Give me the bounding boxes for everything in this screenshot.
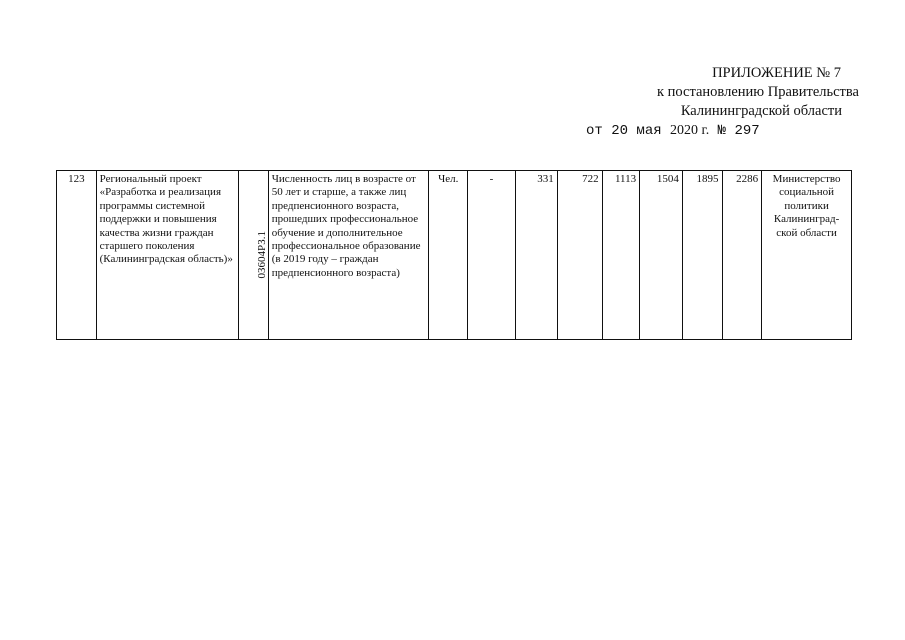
project-code-cell <box>238 171 268 340</box>
row-number-cell: 123 <box>57 171 97 340</box>
appendix-subtitle-1: к постановлению Правительства <box>657 84 859 100</box>
project-code: 0З604РЗ.1 <box>255 231 268 279</box>
number-label: № <box>717 123 727 139</box>
indicators-table <box>56 170 852 340</box>
resolution-number: 297 <box>734 123 760 139</box>
date-day-month: 20 мая <box>611 123 662 139</box>
date-year: 2020 г. <box>670 123 710 138</box>
value-cell-1: 331 <box>516 171 558 340</box>
table-row <box>57 171 852 340</box>
indicator-cell: Численность лиц в возрасте от 50 лет и старше, а также лиц предпенсионного возраста, прошедших профессиональное обучение и дополнительное профессиональное образование (в 2019 году – граждан предпенсионного возраста) <box>268 171 429 340</box>
value-cell-6: 2286 <box>722 171 762 340</box>
responsible-cell: Министерство социальной политики Калининград-ской области <box>762 171 852 340</box>
resolution-date-line <box>559 121 859 141</box>
project-name-cell: Региональный проект «Разработка и реализация программы системной поддержки и повышения качества жизни граждан старшего поколения (Калининградская область)» <box>96 171 238 340</box>
appendix-title: ПРИЛОЖЕНИЕ № 7 <box>712 65 841 81</box>
appendix-subtitle-2: Калининградской области <box>680 103 842 119</box>
value-cell-3: 1113 <box>602 171 640 340</box>
document-header <box>559 64 859 141</box>
value-cell-2: 722 <box>557 171 602 340</box>
value-cell-5: 1895 <box>682 171 722 340</box>
date-prefix: от <box>586 123 603 139</box>
base-value-cell: - <box>468 171 516 340</box>
value-cell-4: 1504 <box>640 171 683 340</box>
unit-cell: Чел. <box>429 171 468 340</box>
